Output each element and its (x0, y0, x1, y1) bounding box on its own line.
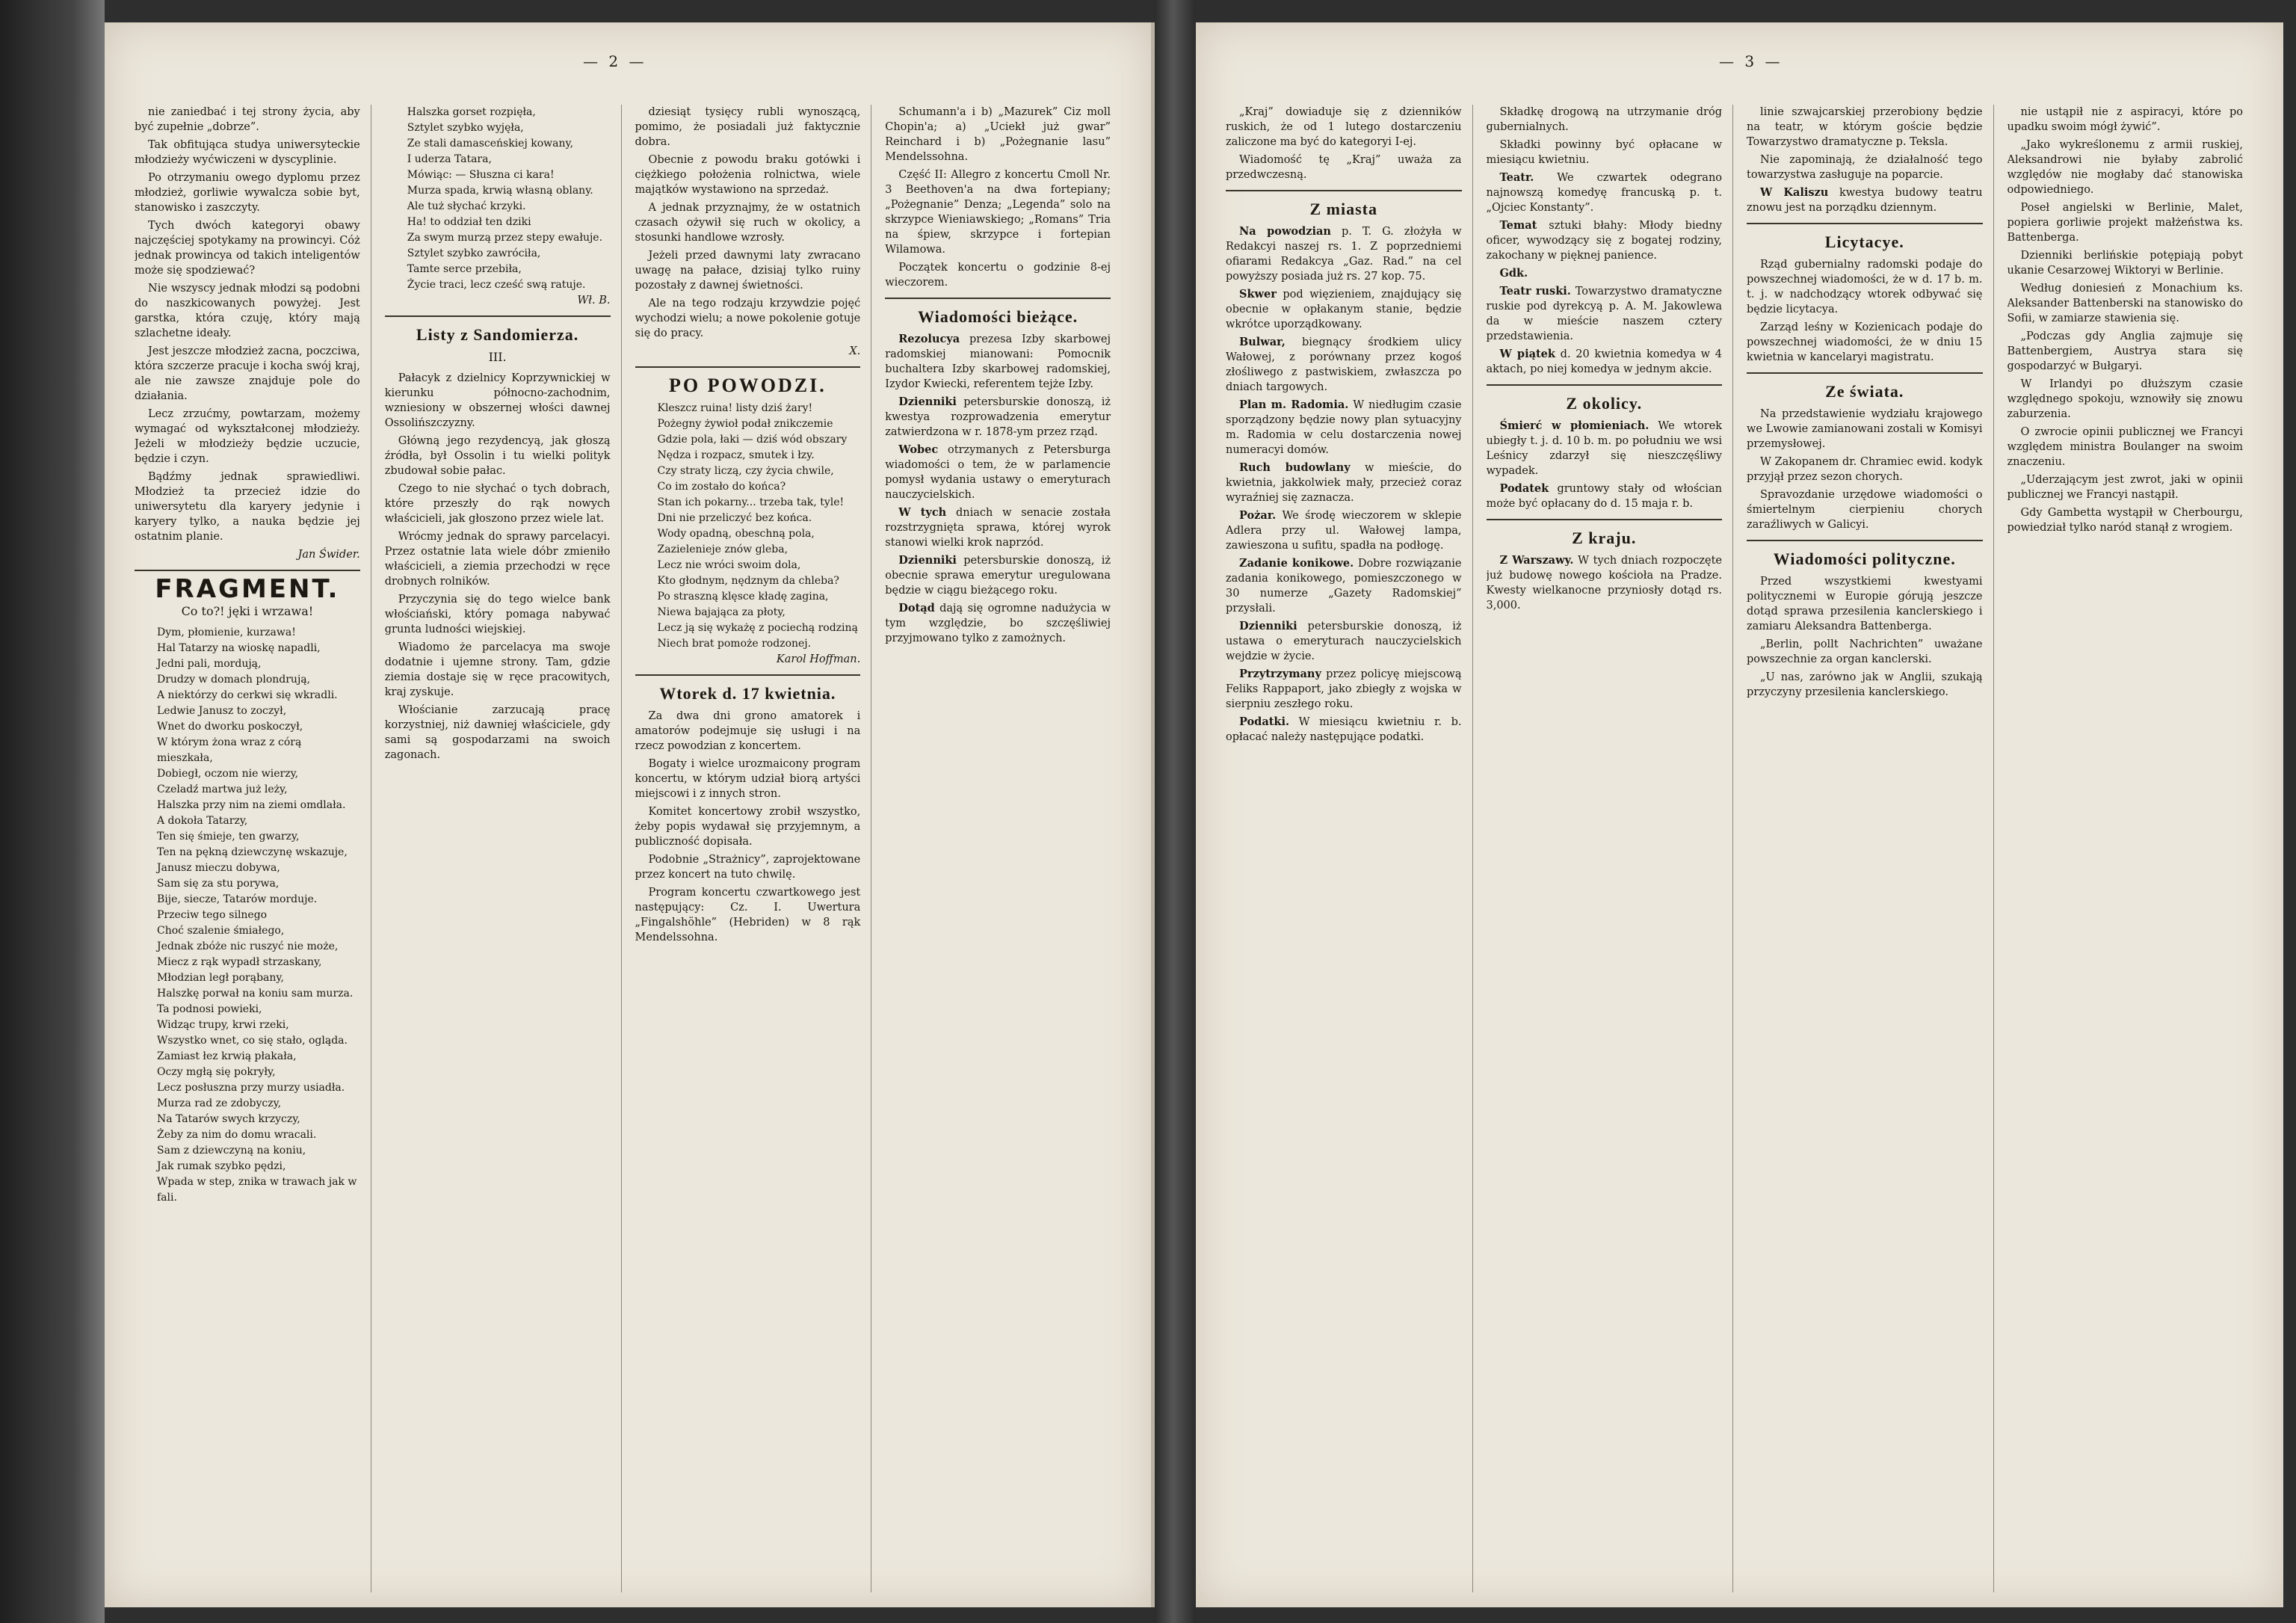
item-text: dają się ogromne nadużycia w tym względzie, bo szczęśliwiej przyjmowano tylko z zamożnych. (885, 603, 1111, 644)
news-item (1226, 287, 1462, 332)
paragraph: Bądźmy jednak sprawiedliwi. Młodzież ta przecież idzie do uniwersytetu dla karyery jedynie i karyery tylko, a nauka będzie jej ostatnim planie. (135, 471, 360, 543)
paragraph: Program koncertu czwartkowego jest następujący: Cz. I. Uwertura „Fingalshöhle” (Hebriden) w 8 rąk Mendelssohna. (635, 887, 861, 943)
item-text: p. T. G. złożyła w Redakcyi naszej rs. 1. Z poprzedniemi ofiarami Redakcya „Gaz. Rad.” na cel powyższy posiada już rs. 27 kop. 75. (1226, 226, 1462, 283)
paragraph: Składki powinny być opłacane w miesiącu kwietniu. (1486, 139, 1722, 166)
poem-continued (385, 105, 611, 293)
paragraph: Wrócmy jednak do sprawy parcelacyi. Przez ostatnie lata wiele dóbr zmieniło właścicieli, a ziemia przechodzi w ręce drobnych rolników. (384, 531, 611, 588)
news-item (1487, 347, 1723, 377)
paragraph: Nie wszyscy jednak młodzi są podobni do naszkicowanych powyżej. Jest garstka, która czuję, który mają szlachetne ideały. (135, 283, 360, 339)
paragraph: dziesiąt tysięcy rubli wynoszącą, pomimo, że posiadali już faktycznie dobra. (635, 106, 861, 148)
news-item (1226, 335, 1462, 395)
paragraph: Po otrzymaniu owego dyplomu przez młodzież, gorliwie wywalcza sobie byt, stanowisko i zaszczyty. (135, 172, 360, 214)
news-item (885, 332, 1111, 392)
divider (135, 570, 360, 571)
lead-word: Podatek (1499, 482, 1549, 495)
paragraph: Jeżeli przed dawnymi laty zwracano uwagę na pałace, dzisiaj tylko ruiny pozostały z dawnej świetności. (635, 250, 861, 292)
paragraph: Czego to nie słychać o tych dobrach, które przeszły do rąk nowych właścicieli, jak głoszono przez wiele lat. (384, 483, 611, 525)
paragraph: Bogaty i wielce urozmaicony program koncertu, w którym udział biorą artyści miejscowi i z innych stron. (635, 758, 861, 800)
book-gutter (1155, 0, 1196, 1623)
paragraph: Na przedstawienie wydziału krajowego we Lwowie zamianowani zostali w Komisyi przemysłowej. (1747, 408, 1983, 450)
paragraph: W Zakopanem dr. Chramiec ewid. kodyk przyjął przez sezon chorych. (1747, 456, 1983, 483)
left-col-3 (635, 105, 872, 1592)
poem-line: Kleszcz ruina! listy dziś żary! (657, 402, 813, 414)
right-col-3 (1747, 105, 1994, 1592)
poem-line: I uderza Tatara, (407, 153, 492, 165)
poem-line: Hal Tatarzy na wioskę napadli, (157, 642, 321, 654)
poem-line: Jak rumak szybko pędzi, (157, 1160, 286, 1172)
poem-line: Nędza i rozpacz, smutek i łzy. (657, 449, 815, 461)
item-text: petersburskie donoszą, iż obecnie sprawa emerytur uregulowana będzie w ciągu bieżącego roku. (885, 555, 1111, 597)
news-item (885, 395, 1111, 440)
letters-number: III. (488, 350, 507, 364)
paragraph: Podobnie „Strażnicy”, zaprojektowane przez koncert na tuto chwilę. (635, 854, 861, 881)
news-item (1487, 284, 1723, 344)
signature: Wł. B. (577, 295, 611, 307)
divider (635, 366, 861, 368)
paragraph: Przyczynia się do tego wielce bank włościański, który pomaga nabywać grunta ludności wiejskiej. (384, 594, 611, 635)
poem-line: Niewa bajająca za płoty, (657, 606, 786, 618)
left-col-4 (885, 105, 1121, 1592)
poem-line: Dni nie przeliczyć bez końca. (657, 512, 812, 524)
item-text: prezesa Izby skarbowej radomskiej mianowani: Pomocnik buchaltera Izby skarbowej radomskiej, Izydor Kwiecki, referentem tejże Izby. (885, 333, 1111, 390)
paragraph: linie szwajcarskiej przerobiony będzie na teatr, w którym goście będzie Towarzystwo dramatyczne p. Teksla. (1747, 106, 1983, 148)
letters-title: Listy z Sandomierza. (416, 325, 579, 344)
poem (135, 625, 360, 1206)
lead-word: Teatr. (1499, 171, 1534, 184)
item-text: We wtorek ubiegły t. j. d. 10 b. m. po południu we wsi Leśnicy zdarzył się nieszczęśliwy wypadek. (1486, 420, 1722, 477)
news-item (885, 443, 1111, 502)
news-item (1226, 224, 1462, 284)
poem-line: Przeciw tego silnego (157, 909, 268, 921)
signature: Karol Hoffman. (776, 653, 861, 665)
news-item (1487, 170, 1723, 215)
left-col-1 (135, 105, 371, 1592)
paragraph: Za dwa dni grono amatorek i amatorów podejmuje się usługi i na rzecz powodzian z koncertem. (635, 710, 861, 752)
right-columns (1226, 105, 2253, 1592)
paragraph: Składkę drogową na utrzymanie dróg gubernialnych. (1486, 106, 1722, 133)
poem-line: Miecz z rąk wypadł strzaskany, (157, 956, 322, 968)
page-number: — 3 — (1719, 52, 1783, 70)
paragraph: Przed wszystkiemi kwestyami politycznemi w Europie górują jeszcze dotąd sprawa przesilenia kanclerskiego i zamiaru Aleksandra Battenberga. (1747, 576, 1983, 632)
poem-line: Sam z dziewczyną na koniu, (157, 1145, 306, 1157)
paragraph: Schumann'a i b) „Mazurek” Ciz moll Chopin'a; a) „Uciekł już gwar” Reinchard i b) „Pożegnanie lasu” Mendelssohna. (885, 106, 1111, 163)
page-number: — 2 — (583, 52, 647, 70)
news-item (885, 601, 1111, 646)
poem-line: A niektórzy do cerkwi się wkradli. (157, 689, 338, 701)
flood-title: PO POWODZI. (669, 375, 827, 396)
poem-line: Lecz posłuszna przy murzy usiadła. (157, 1082, 345, 1094)
divider (1487, 384, 1723, 386)
poem-line: Ha! to oddział ten dziki (407, 216, 531, 228)
poem-line: Oczy mgłą się pokryły, (157, 1066, 276, 1078)
lead-word: Dzienniki (898, 395, 957, 408)
poem-line: Sam się za stu porywa, (157, 878, 280, 890)
poem-line: Żeby za nim do domu wracali. (157, 1129, 317, 1141)
paragraph: Tak obfitująca studya uniwersyteckie młodzieży wyćwiczeni w dyscyplinie. (135, 139, 360, 166)
news-item (885, 553, 1111, 598)
scanner-edge (0, 0, 105, 1623)
paragraph: A jednak przyznajmy, że w ostatnich czasach ożywił się ruch w okolicy, a stosunki handlowe wzrosły. (635, 202, 861, 244)
news-item (1226, 667, 1462, 712)
paragraph: Początek koncertu o godzinie 8-ej wieczorem. (885, 262, 1111, 289)
item-text: dniach w senacie została rozstrzygnięta sprawa, której wyrok stanowi wielki krok naprzód. (885, 507, 1111, 549)
lead-word: Gdk. (1499, 267, 1528, 280)
paragraph: Wiadomość tę „Kraj” uważa za przedwczesną. (1226, 154, 1462, 181)
paragraph (1747, 185, 1983, 215)
poem-line: Pożegny żywioł podał znikczemie (657, 418, 833, 430)
lead-word: Teatr ruski. (1499, 285, 1571, 298)
lead-word: Plan m. Radomia. (1239, 398, 1349, 411)
paragraph: „Jako wykreślonemu z armii ruskiej, Aleksandrowi nie byłaby zabrolić względów nie mogłaby dać stanowiska odpowiedniego. (2007, 139, 2243, 196)
kraju-list (1487, 553, 1723, 613)
fragment-subtitle: Co to?! jęki i wrzawa! (181, 604, 314, 618)
news-item (1487, 553, 1723, 613)
news-item (1226, 556, 1462, 616)
poem-line: Sztylet szybko zawróciła, (407, 247, 541, 259)
poem-line: Dobiegł, oczom nie wierzy, (157, 768, 299, 780)
poem-line: Lecz ją się wykażę z pociechą rodziną (657, 622, 858, 634)
poem-line: Ta podnosi powieki, (157, 1003, 262, 1015)
poem-line: Halszka gorset rozpięła, (407, 106, 536, 118)
paragraph: „U nas, zarówno jak w Anglii, szukają przyczyny przesilenia kanclerskiego. (1747, 671, 1983, 698)
divider (1747, 372, 1983, 374)
left-columns (135, 105, 1121, 1592)
poem-line: Zazielenieje znów gleba, (657, 543, 789, 555)
paragraph: Jest jeszcze młodzież zacna, poczciwa, która szczerze pracuje i kocha swój kraj, ale nie zawsze znajduje pole do działania. (135, 345, 360, 402)
news-item (1226, 508, 1462, 553)
item-text: W niedługim czasie sporządzony będzie nowy plan sytuacyjny m. Radomia w celu dostarczenia nowej numeracyi domów. (1226, 399, 1462, 456)
paragraph: nie zaniedbać i tej strony życia, aby być zupełnie „dobrze”. (135, 106, 360, 133)
poem-line: W którym żona wraz z córą mieszkała, (157, 736, 302, 764)
item-text: d. 20 kwietnia komedya w 4 aktach, po niej komedya w jednym akcie. (1486, 348, 1723, 375)
poem-line: Halszkę porwał na koniu sam murza. (157, 988, 354, 1000)
right-page (1196, 22, 2283, 1607)
paragraph: Wiadomo że parcelacya ma swoje dodatnie i ujemne strony. Tam, gdzie ziemia dostaje się w ręce pracowitych, kraj zyskuje. (384, 641, 611, 698)
item-text: otrzymanych z Petersburga wiadomości o tem, że w parlamencie pomysł wydania ustawy o emeryturach nauczycielskich. (885, 444, 1111, 501)
divider (885, 298, 1111, 299)
news-item (1226, 715, 1462, 745)
item-text: Towarzystwo dramatyczne ruskie pod dyrekcyą p. A. M. Jakowlewa da w mieście naszem cztery przedstawienia. (1486, 286, 1722, 342)
poem-line: Murza spada, krwią własną oblany. (407, 185, 593, 197)
poem-line: Ten na pękną dziewczynę wskazuje, (157, 846, 348, 858)
paragraph: nie ustąpił nie z aspiracyi, które po upadku swoim mógł żywić”. (2007, 106, 2243, 133)
lead-word: Na powodzian (1239, 225, 1331, 238)
poem-line: Jednak zbóże nic ruszyć nie może, (157, 940, 339, 952)
paragraph: „Berlin, pollt Nachrichten” uważane powszechnie za organ kanclerski. (1747, 638, 1983, 665)
divider (635, 674, 861, 676)
poem-line: Ale tuż słychać krzyki. (407, 200, 526, 212)
poem-line: A dokoła Tatarzy, (157, 815, 248, 827)
news-item (885, 505, 1111, 550)
poem-line: Wszystko wnet, co się stało, ogląda. (157, 1035, 348, 1047)
poem-line: Czy straty liczą, czy życia chwile, (657, 465, 834, 477)
item-text: w mieście, do kwietnia, jakkolwiek mały, przecież coraz wyraźniej się zaznacza. (1226, 462, 1462, 504)
poem-line: Niech brat pomoże rodzonej. (657, 638, 812, 650)
poem-line: Drudzy w domach plondrują, (157, 674, 311, 686)
lead-word: Rezolucya (898, 333, 960, 345)
poem-line: Widząc trupy, krwi rzeki, (157, 1019, 289, 1031)
item-text: pod więzieniem, znajdujący się obecnie w opłakanym stanie, będzie wkrótce uporządkowany. (1226, 289, 1462, 330)
paragraph: Ale na tego rodzaju krzywdzie pojęć wychodzi wielu; a nowe pokolenie gotuje się do pracy. (635, 298, 861, 339)
paragraph: Spravozdanie urzędowe wiadomości o śmiertelnym cierpieniu chorych zaraźliwych w Galicyi. (1747, 489, 1983, 531)
divider (1226, 190, 1462, 191)
lead-word: Przytrzymany (1239, 668, 1321, 680)
poem-line: Sztylet szybko wyjęła, (407, 122, 524, 134)
tuesday-title: Wtorek d. 17 kwietnia. (659, 684, 836, 703)
poem-line: Młodzian legł porąbany, (157, 972, 284, 984)
lead-word: Temat (1499, 219, 1537, 232)
news-item (1487, 266, 1723, 281)
poem-line: Wpada w step, znika w trawach jak w fali. (157, 1176, 357, 1204)
item-text: sztuki błahy: Młody biedny oficer, wywodzący się z bogatej rodziny, zakochany w pięknej panience. (1486, 220, 1722, 262)
poem-line: Życie traci, lecz cześć swą ratuje. (407, 279, 586, 291)
news-item (1226, 398, 1462, 458)
paragraph: Poseł angielski w Berlinie, Malet, popiera gorliwie projekt małżeństwa ks. Battenberga. (2007, 202, 2243, 244)
paragraph: Obecnie z powodu braku gotówki i ciężkiego położenia rolnictwa, wiele majątków wystawiono na sprzedaż. (635, 154, 861, 196)
okolicy-list (1487, 419, 1723, 511)
news-list (885, 332, 1111, 646)
miasta-title: Z miasta (1309, 200, 1377, 218)
poem-line: Zamiast łez krwią płakała, (157, 1050, 297, 1062)
poem-line: Wody opadną, obeschną pola, (657, 528, 815, 540)
item-text: W tych dniach rozpoczęte już budowę nowego kościoła na Pradze. Kwesty wielkanocne przyniosły dotąd rs. 3,000. (1486, 555, 1722, 612)
poem-line: Dym, płomienie, kurzawa! (157, 626, 296, 638)
divider (1747, 223, 1983, 224)
paragraph: Dzienniki berlińskie potępiają pobyt ukanie Cesarzowej Wiktoryi w Berlinie. (2007, 250, 2243, 277)
paragraph: Rząd gubernialny radomski podaje do powszechnej wiadomości, że w d. 17 b. m. t. j. w nadchodzący wtorek odbywać się będzie licytacya. (1747, 259, 1983, 315)
signature: Jan Świder. (297, 549, 360, 561)
poem-line: Tamte serce przebiła, (407, 263, 522, 275)
polityczne-title: Wiadomości polityczne. (1773, 549, 1956, 568)
left-col-2 (385, 105, 622, 1592)
poem-line: Kto głodnym, nędznym da chleba? (657, 575, 839, 587)
poem-line: Na Tatarów swych krzyczy, (157, 1113, 300, 1125)
lead-word: Ruch budowlany (1239, 461, 1351, 474)
poem-line: Murza rad ze zdobyczy, (157, 1097, 282, 1109)
poem-line: Za swym murzą przez stepy ewałuje. (407, 232, 603, 244)
signature: X. (849, 345, 861, 357)
lead-word: Dzienniki (898, 554, 957, 567)
item-text: biegnący środkiem ulicy Wałowej, z porównany przez kogoś złośliwego z pastwiskiem, zwłaszcza po dniach targowych. (1226, 336, 1462, 393)
item-text: gruntowy stały od włościan może być opłacany do d. 15 maja r. b. (1486, 483, 1722, 510)
lead-word: W piątek (1499, 348, 1555, 360)
poem-line: Wnet do dworku poskoczył, (157, 721, 303, 733)
okolicy-title: Z okolicy. (1566, 394, 1643, 413)
poem-line: Lecz nie wróci swoim dola, (657, 559, 801, 571)
swiata-title: Ze świata. (1825, 382, 1904, 401)
item-text: przez policyę miejscową Feliks Rappaport, jako zbiegły z wojska w sierpniu zeszłego roku. (1226, 668, 1462, 710)
poem-line: Janusz mieczu dobywa, (157, 862, 280, 874)
lead-word: Podatki. (1239, 715, 1290, 728)
paragraph: Główną jego rezydencyą, jak głoszą źródła, był Ossolin i tu wielki polityk zbudował sobie pałac. (384, 435, 611, 477)
miasta-list (1226, 224, 1462, 745)
poem-line: Jedni pali, mordują, (157, 658, 262, 670)
paragraph: „Podczas gdy Anglia zajmuje się Battenbergiem, Austrya stara się gospodarzyć w Bułgaryi. (2007, 330, 2243, 372)
lead-word: Skwer (1239, 288, 1277, 301)
fragment-title: FRAGMENT. (155, 574, 340, 604)
paragraph: Komitet koncertowy zrobił wszystko, żeby popis wydawał się przyjemnym, a publiczność dopisała. (635, 806, 861, 848)
poem-line: Ten się śmieje, ten gwarzy, (157, 831, 300, 843)
paragraph: Gdy Gambetta wystąpił w Cherbourgu, powiedział tylko naród stanął z wrogiem. (2007, 507, 2243, 534)
paragraph: Lecz zrzućmy, powtarzam, możemy wymagać od wykształconej młodzieży. Jeżeli w młodzieży będzie uczucie, będzie i czyn. (135, 408, 360, 465)
paragraph: W Irlandyi po dłuższym czasie względnego spokoju, wznowiły się znowu zaburzenia. (2007, 378, 2243, 420)
paragraph: Zarząd leśny w Kozienicach podaje do powszechnej wiadomości, że w dniu 15 kwietnia w kancelaryi magistratu. (1747, 321, 1983, 363)
news-item (1226, 461, 1462, 505)
lead-word: Dzienniki (1239, 620, 1297, 632)
poem-line: Choć szalenie śmiałego, (157, 925, 285, 937)
item-text: petersburskie donoszą, iż ustawa o emeryturach nauczycielskich wejdzie w życie. (1226, 620, 1462, 662)
paragraph: Część II: Allegro z koncertu Cmoll Nr. 3 Beethoven'a na dwa fortepiany; „Pożegnanie” Denza; „Legenda” solo na skrzypce Wieniawskiego; „Romans” Tria na śpiew, skrzypce i fortepian Wilamowa. (885, 169, 1111, 256)
divider (1487, 519, 1723, 520)
paragraph: Pałacyk z dzielnicy Koprzywnickiej w kierunku północno-zachodnim, wzniesiony w obszernej włości dawnej Ossolińszczyzny. (384, 372, 611, 429)
kraju-title: Z kraju. (1572, 529, 1637, 547)
licytacye-title: Licytacye. (1824, 232, 1904, 251)
lead-word: W Kaliszu (1760, 186, 1829, 199)
lead-word: Pożar. (1239, 509, 1277, 522)
paragraph: O zwrocie opinii publicznej we Francyi względem ministra Boulanger na swoim znaczeniu. (2007, 426, 2243, 468)
news-item (1487, 218, 1723, 263)
poem-line: Co im zostało do końca? (657, 481, 786, 493)
left-page (105, 22, 1155, 1607)
paragraph: Nie zapominają, że działalność tego towarzystwa zasługuje na poparcie. (1747, 154, 1983, 181)
poem-line: Ledwie Janusz to zoczył, (157, 705, 287, 717)
news-title: Wiadomości bieżące. (918, 307, 1078, 326)
lead-word: Śmierć w płomieniach. (1499, 419, 1650, 432)
right-col-1 (1226, 105, 1473, 1592)
paragraph: „Uderzającym jest zwrot, jaki w opinii publicznej we Francyi nastąpił. (2007, 474, 2243, 501)
poem-line: Czeladź martwa już leży, (157, 783, 288, 795)
poem-line: Stan ich pokarny... trzeba tak, tyle! (657, 496, 845, 508)
divider (385, 315, 611, 317)
poem-line: Gdzie pola, łaki — dziś wód obszary (657, 434, 848, 446)
paragraph: Według doniesień z Monachium ks. Aleksander Battenberski na stanowisko do Sofii, w zamiarze stawienia się. (2007, 283, 2243, 324)
poem-line: Mówiąc: — Słuszna ci kara! (407, 169, 555, 181)
lead-word: Zadanie konikowe. (1239, 557, 1354, 570)
poem-line: Halszka przy nim na ziemi omdlała. (157, 799, 346, 811)
lead-word: Wobec (898, 443, 939, 456)
poem-line: Bije, siecze, Tatarów morduje. (157, 893, 318, 905)
poem-line: Po straszną klęsce kładę zagina, (657, 591, 829, 603)
flood-poem (635, 401, 861, 652)
right-col-4 (2008, 105, 2254, 1592)
paragraph: Włościanie zarzucają pracę korzystniej, niż dawniej właściciele, gdy sami są gospodarzami na swoich zagonach. (384, 704, 611, 761)
divider (1747, 540, 1983, 541)
paragraph: „Kraj” dowiaduje się z dzienników ruskich, że od 1 lutego dostarczeniu zaliczone ma być do kategoryi I-ej. (1226, 106, 1462, 148)
item-text: We czwartek odegrano najnowszą komedyę francuską p. t. „Ojciec Konstanty”. (1486, 172, 1723, 214)
right-col-2 (1487, 105, 1734, 1592)
item-text: We środę wieczorem w sklepie Adlera przy ul. Wałowej lampa, zawieszona u sufitu, spadła na podłogę. (1226, 510, 1462, 552)
news-item (1487, 419, 1723, 478)
item-text: kwestya budowy teatru znowu jest na porządku dziennym. (1747, 187, 1983, 214)
item-text: Dobre rozwiązanie zadania konikowego, pomieszczonego w 30 numerze „Gazety Radomskiej” przysłali. (1226, 558, 1462, 615)
lead-word: Dotąd (898, 602, 935, 615)
lead-word: W tych (898, 506, 947, 519)
item-text: W miesiącu kwietniu r. b. opłacać należy następujące podatki. (1226, 716, 1462, 743)
paragraph: Tych dwóch kategoryi obawy najczęściej spotykamy na prowincyi. Cóż jednak prowincya od takich inteligentów może się spodziewać? (135, 220, 360, 277)
poem-line: Ze stali damasceńskiej kowany, (407, 138, 574, 150)
news-item (1226, 619, 1462, 664)
item-text: petersburskie donoszą, iż kwestya rozprowadzenia emerytur zatwierdzona w r. 1878-ym przez rząd. (885, 396, 1111, 438)
lead-word: Z Warszawy. (1499, 554, 1574, 567)
theatre-list (1487, 170, 1723, 377)
news-item (1487, 481, 1723, 511)
lead-word: Bulwar, (1239, 336, 1286, 348)
